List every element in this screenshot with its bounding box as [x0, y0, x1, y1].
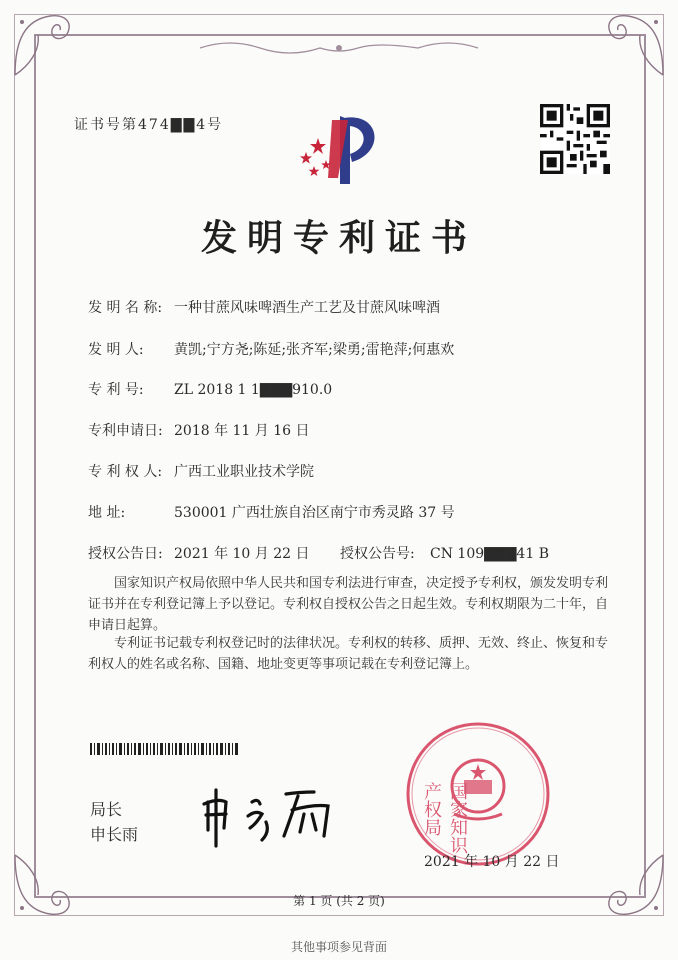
page-title: 发明专利证书 — [200, 217, 477, 259]
patent-office-logo-icon — [288, 108, 388, 192]
grant-number-value: CN 109▇▇▇41 B — [430, 546, 549, 562]
grant-date-label: 授权公告日: — [88, 546, 163, 562]
director-signature — [196, 780, 346, 850]
grant-date-row — [88, 543, 310, 563]
address-row — [88, 502, 455, 522]
director-name: 申长雨 — [90, 825, 139, 844]
footer-note: 其他事项参见背面 — [290, 940, 387, 954]
filing-date-value: 2018 年 11 月 16 日 — [174, 423, 310, 439]
barcode-icon — [90, 743, 240, 755]
patent-number-row — [88, 379, 332, 399]
director-title: 局长 — [90, 800, 123, 819]
statement-paragraph-1: 国家知识产权局依照中华人民共和国专利法进行审查，决定授予专利权，颁发发明专利证书并在专利登记簿上予以登记。专利权自授权公告之日起生效。专利权期限为二十年，自申请日起算。 — [88, 576, 609, 633]
inventor-row — [88, 339, 454, 359]
inventor-value: 黄凯;宁方尧;陈延;张齐军;梁勇;雷艳萍;何惠欢 — [174, 342, 455, 358]
seal-date: 2021 年 10 月 22 日 — [424, 854, 560, 870]
patent-number-value: ZL 2018 1 1▇▇▇910.0 — [174, 382, 333, 398]
corner-ornament-bottom-left — [10, 850, 80, 920]
invention-name-value: 一种甘蔗风味啤酒生产工艺及甘蔗风味啤酒 — [174, 300, 440, 316]
invention-name-label: 发 明 名 称: — [88, 300, 163, 316]
statement-paragraph-2: 专利证书记载专利权登记时的法律状况。专利权的转移、质押、无效、终止、恢复和专利权人的姓名或名称、国籍、地址变更等事项记载在专利登记簿上。 — [88, 636, 609, 672]
corner-ornament-top-right — [598, 10, 668, 80]
address-value: 530001 广西壮族自治区南宁市秀灵路 37 号 — [174, 505, 455, 521]
grant-number-row — [340, 543, 549, 563]
patentee-row — [88, 461, 314, 481]
corner-ornament-top-left — [10, 10, 80, 80]
page-indicator: 第 1 页 (共 2 页) — [293, 894, 385, 908]
filing-date-label: 专利申请日: — [88, 423, 163, 439]
grant-number-label: 授权公告号: — [340, 546, 415, 562]
grant-date-value: 2021 年 10 月 22 日 — [174, 546, 310, 562]
qr-code-icon — [540, 104, 610, 174]
corner-ornament-bottom-right — [598, 850, 668, 920]
seal-text: 国家知识产权局 — [421, 782, 468, 854]
filing-date-row — [88, 420, 310, 440]
patent-number-label: 专 利 号: — [88, 382, 144, 398]
seal-text-ring — [404, 720, 552, 868]
top-border-ornament — [0, 40, 678, 56]
address-label: 地 址: — [88, 505, 126, 521]
inventor-label: 发 明 人: — [88, 342, 144, 358]
certificate-number: 证书号第474▇▇4号 — [74, 117, 224, 133]
patentee-value: 广西工业职业技术学院 — [174, 464, 314, 480]
invention-name-row — [88, 297, 440, 317]
patentee-label: 专 利 权 人: — [88, 464, 163, 480]
